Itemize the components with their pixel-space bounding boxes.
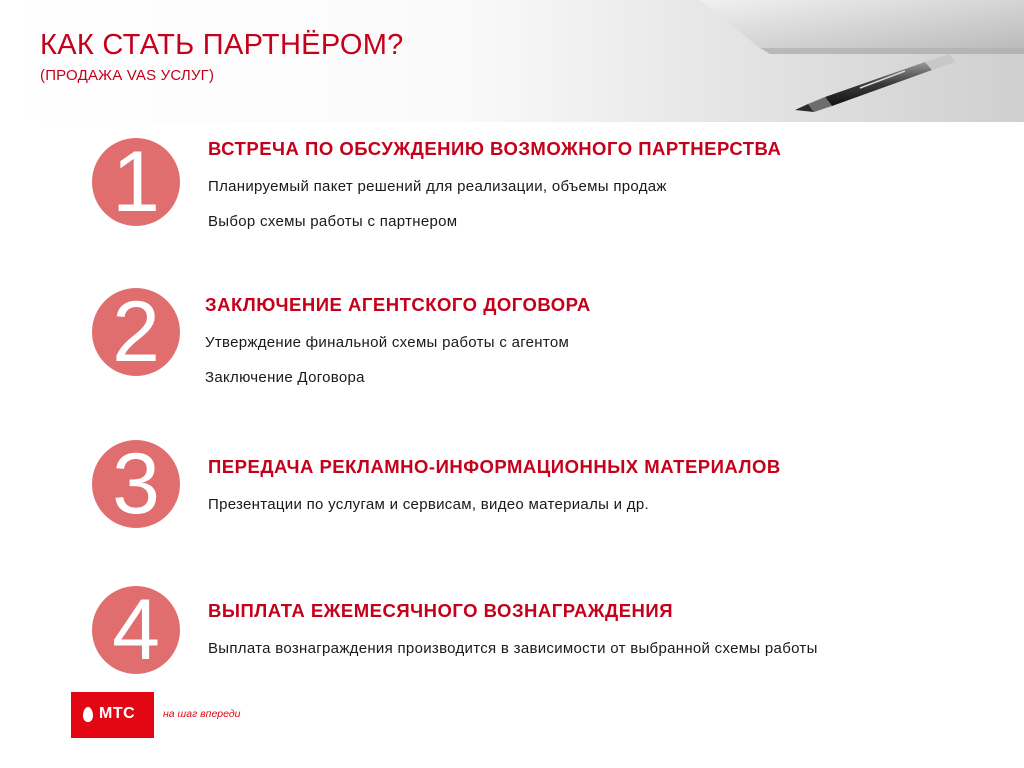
step-text: Планируемый пакет решений для реализации, объемы продаж — [208, 178, 667, 195]
logo-slogan: на шаг впереди — [163, 708, 241, 720]
page-title: КАК СТАТЬ ПАРТНЁРОМ? — [40, 29, 404, 61]
step-text: Выбор схемы работы с партнером — [208, 213, 458, 230]
step-title: ВЫПЛАТА ЕЖЕМЕСЯЧНОГО ВОЗНАГРАЖДЕНИЯ — [208, 600, 674, 621]
step-title: ПЕРЕДАЧА РЕКЛАМНО-ИНФОРМАЦИОННЫХ МАТЕРИАЛОВ — [208, 456, 781, 477]
logo-text: МТС — [99, 705, 136, 722]
mts-logo — [71, 692, 154, 738]
page-subtitle: (ПРОДАЖА VAS УСЛУГ) — [40, 67, 215, 84]
step-title: ВСТРЕЧА ПО ОБСУЖДЕНИЮ ВОЗМОЖНОГО ПАРТНЕРСТВА — [208, 138, 782, 159]
mts-egg-icon — [83, 707, 93, 722]
step-title: ЗАКЛЮЧЕНИЕ АГЕНТСКОГО ДОГОВОРА — [205, 294, 591, 315]
step-number-badge: 2 — [92, 288, 180, 376]
step-text: Утверждение финальной схемы работы с агентом — [205, 334, 570, 351]
step-number-badge: 4 — [92, 586, 180, 674]
step-number-badge: 3 — [92, 440, 180, 528]
step-text: Выплата вознаграждения производится в зависимости от выбранной схемы работы — [208, 640, 818, 657]
header-band — [0, 0, 1024, 122]
step-text: Презентации по услугам и сервисам, видео материалы и др. — [208, 496, 649, 513]
step-text: Заключение Договора — [205, 369, 365, 386]
step-number-badge: 1 — [92, 138, 180, 226]
